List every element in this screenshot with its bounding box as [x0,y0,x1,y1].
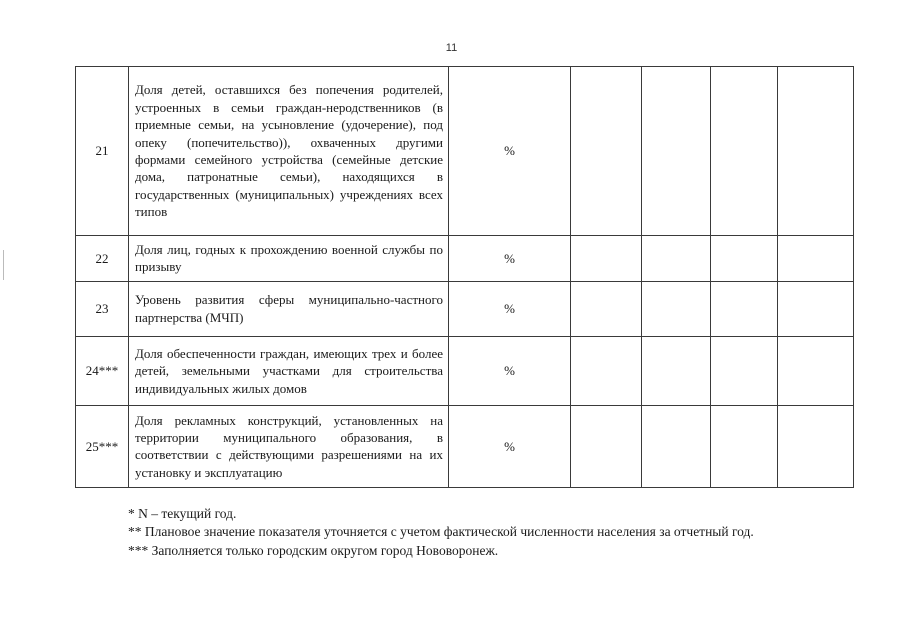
footnote-novovoronezh: *** Заполняется только городским округом город Нововоронеж. [128,542,499,558]
indicator-name: Уровень развития сферы муниципально-частного партнерства (МЧП) [129,281,449,336]
table-row [76,236,854,282]
value-cell [778,405,854,487]
value-cell [571,67,642,236]
indicator-name: Доля лиц, годных к прохождению военной службы по призыву [129,236,449,282]
unit-cell: % [449,405,571,487]
table-row [76,281,854,336]
value-cell [571,236,642,282]
value-cell [642,67,711,236]
value-cell [711,67,778,236]
value-cell [778,336,854,405]
row-number: 22 [76,236,129,282]
indicator-name: Доля обеспеченности граждан, имеющих трех и более детей, земельными участками для строительства индивидуальных жилых домов [129,336,449,405]
value-cell [642,281,711,336]
footnotes [128,505,754,560]
table-row [76,336,854,405]
value-cell [571,405,642,487]
row-number: 24*** [76,336,129,405]
footnote-current-year: * N – текущий год. [128,506,237,521]
value-cell [711,236,778,282]
unit-cell: % [449,336,571,405]
table-row [76,67,854,236]
value-cell [571,281,642,336]
value-cell [711,336,778,405]
value-cell [778,281,854,336]
value-cell [571,336,642,405]
value-cell [642,405,711,487]
indicators-table [75,66,854,488]
row-number: 25*** [76,405,129,487]
value-cell [642,336,711,405]
row-number: 23 [76,281,129,336]
footnote-planned-value: ** Плановое значение показателя уточняется с учетом фактической численности населения за отчетный год. [128,524,754,540]
row-number: 21 [76,67,129,236]
page-number: 11 [445,42,458,54]
unit-cell: % [449,236,571,282]
unit-cell: % [449,67,571,236]
scan-margin-mark [3,250,4,280]
value-cell [778,236,854,282]
value-cell [778,67,854,236]
value-cell [711,281,778,336]
indicator-name: Доля детей, оставшихся без попечения родителей, устроенных в семьи граждан-неродственников (в приемные семьи, на усыновление (удочерение), под опеку (попечительство)), охваченных другими формами семейного устройства (семейные детские дома, патронатные семьи), находящихся в государственных (муниципальных) учреждениях всех типов [129,67,449,236]
value-cell [711,405,778,487]
indicator-name: Доля рекламных конструкций, установленных на территории муниципального образования, в соответствии с действующими разрешениями на их установку и эксплуатацию [129,405,449,487]
unit-cell: % [449,281,571,336]
value-cell [642,236,711,282]
table-row [76,405,854,487]
